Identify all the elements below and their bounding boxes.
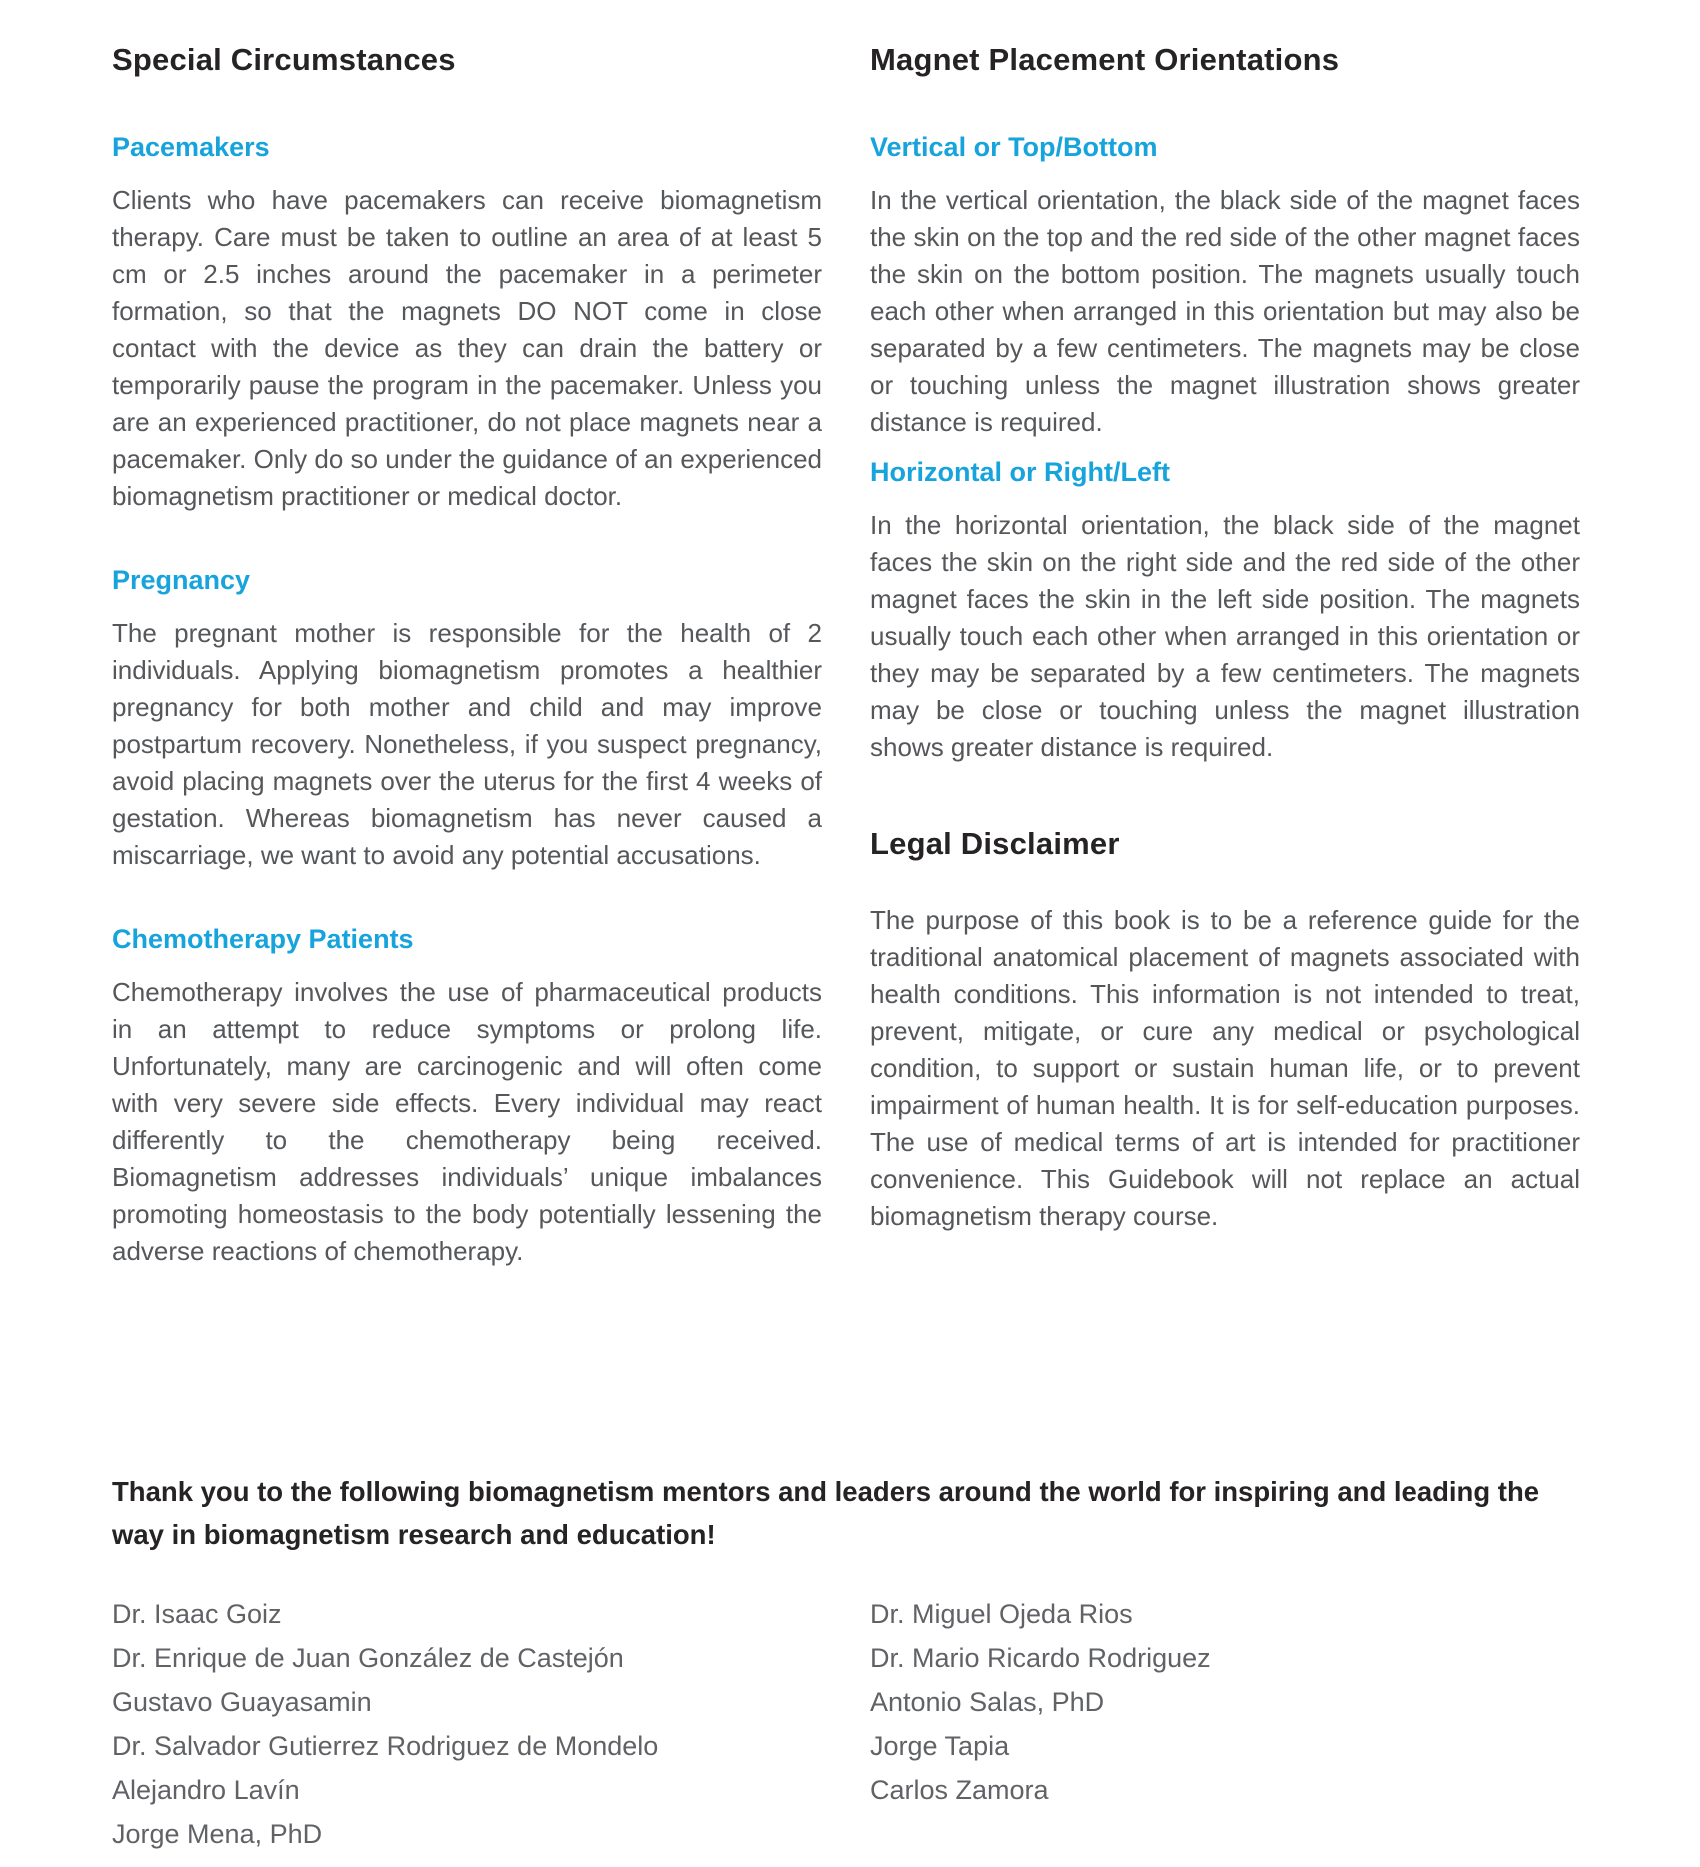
paragraph-chemotherapy-patients: Chemotherapy involves the use of pharmaceutical products in an attempt to reduce symptoms or prolong life. Unfortunately, many are carcinogenic and will often come with very severe side effects. Every individual may react differently to the chemotherapy being received. Biomagnetism addresses individuals’ unique imbalances promoting homeostasis to the body potentially lessening the adverse reactions of chemotherapy. — [112, 977, 822, 1266]
heading-pregnancy: Pregnancy — [112, 565, 251, 595]
acknowledgment-intro: Thank you to the following biomagnetism mentors and leaders around the world for inspiring and leading the way in biomagnetism research and education! — [112, 1476, 1540, 1550]
acknowledgment-section — [112, 1470, 1580, 1856]
legal-disclaimer-title: Legal Disclaimer — [870, 826, 1120, 861]
mentors-list-right — [870, 1592, 1580, 1856]
right-column — [870, 42, 1580, 1270]
heading-pacemakers: Pacemakers — [112, 132, 270, 162]
mentor-name: Jorge Tapia — [870, 1731, 1010, 1761]
paragraph-pacemakers: Clients who have pacemakers can receive biomagnetism therapy. Care must be taken to outline an area of at least 5 cm or 2.5 inches around the pacemaker in a perimeter formation, so that the magnets DO NOT come in close contact with the device as they can drain the battery or temporarily pause the program in the pacemaker. Unless you are an experienced practitioner, do not place magnets near a pacemaker. Only do so under the guidance of an experienced biomagnetism practitioner or medical doctor. — [112, 185, 822, 511]
left-column — [112, 42, 822, 1270]
right-column-title: Magnet Placement Orientations — [870, 42, 1340, 77]
mentors-list-left — [112, 1592, 822, 1856]
heading-horizontal-right-left: Horizontal or Right/Left — [870, 457, 1170, 487]
mentor-name: Dr. Miguel Ojeda Rios — [870, 1599, 1133, 1629]
mentor-name: Antonio Salas, PhD — [870, 1687, 1105, 1717]
heading-chemotherapy-patients: Chemotherapy Patients — [112, 924, 414, 954]
mentor-name: Jorge Mena, PhD — [112, 1819, 323, 1849]
mentor-name: Dr. Mario Ricardo Rodriguez — [870, 1643, 1211, 1673]
paragraph-pregnancy: The pregnant mother is responsible for the health of 2 individuals. Applying biomagnetism promotes a healthier pregnancy for both mother and child and may improve postpartum recovery. Nonetheless, if you suspect pregnancy, avoid placing magnets over the uterus for the first 4 weeks of gestation. Whereas biomagnetism has never caused a miscarriage, we want to avoid any potential accusations. — [112, 618, 822, 870]
mentor-name: Gustavo Guayasamin — [112, 1687, 372, 1717]
mentor-name: Dr. Enrique de Juan González de Castejón — [112, 1643, 624, 1673]
paragraph-vertical-top-bottom: In the vertical orientation, the black side of the magnet faces the skin on the top and the red side of the other magnet faces the skin on the bottom position. The magnets usually touch each other when arranged in this orientation but may also be separated by a few centimeters. The magnets may be close or touching unless the magnet illustration shows greater distance is required. — [870, 185, 1580, 437]
left-column-title: Special Circumstances — [112, 42, 456, 77]
paragraph-horizontal-right-left: In the horizontal orientation, the black side of the magnet faces the skin on the right side and the red side of the other magnet faces the skin in the left side position. The magnets usually touch each other when arranged in this orientation or they may be separated by a few centimeters. The magnets may be close or touching unless the magnet illustration shows greater distance is required. — [870, 510, 1580, 762]
mentor-name: Dr. Isaac Goiz — [112, 1599, 282, 1629]
heading-vertical-top-bottom: Vertical or Top/Bottom — [870, 132, 1158, 162]
mentor-name: Dr. Salvador Gutierrez Rodriguez de Mondelo — [112, 1731, 659, 1761]
mentors-lists — [112, 1592, 1580, 1856]
paragraph-legal-disclaimer: The purpose of this book is to be a reference guide for the traditional anatomical placement of magnets associated with health conditions. This information is not intended to treat, prevent, mitigate, or cure any medical or psychological condition, to support or sustain human life, or to prevent impairment of human health. It is for self-education purposes. The use of medical terms of art is intended for practitioner convenience. This Guidebook will not replace an actual biomagnetism therapy course. — [870, 905, 1580, 1231]
mentor-name: Carlos Zamora — [870, 1775, 1049, 1805]
mentor-name: Alejandro Lavín — [112, 1775, 300, 1805]
two-column-layout — [112, 42, 1580, 1270]
